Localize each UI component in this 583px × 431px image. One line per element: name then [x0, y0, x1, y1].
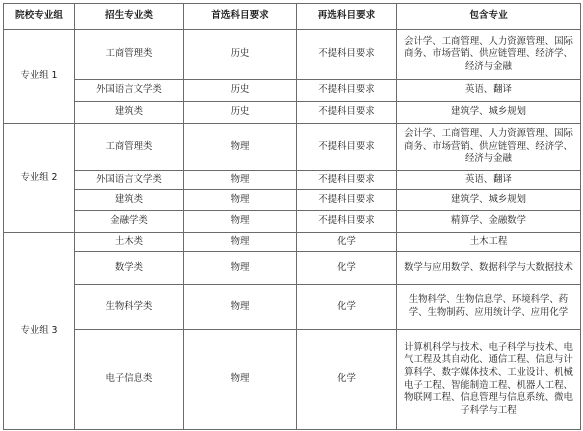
major-cell: 外国语言文学类	[75, 80, 184, 102]
first-subject-cell: 物理	[184, 330, 297, 430]
admission-table	[3, 3, 581, 430]
major-cell: 工商管理类	[75, 30, 184, 80]
header-first-subject: 首选科目要求	[184, 4, 297, 30]
major-cell: 建筑类	[75, 190, 184, 211]
table-row	[4, 190, 581, 211]
included-majors-cell: 土木工程	[397, 233, 581, 252]
header-row	[4, 4, 581, 30]
table-row	[4, 330, 581, 430]
second-subject-cell: 化学	[297, 285, 397, 330]
group-cell: 专业组 2	[4, 124, 75, 233]
major-cell: 工商管理类	[75, 124, 184, 171]
group-cell: 专业组 1	[4, 30, 75, 124]
table-row	[4, 211, 581, 233]
second-subject-cell: 不提科目要求	[297, 171, 397, 190]
header-group: 院校专业组	[4, 4, 75, 30]
header-included-majors: 包含专业	[397, 4, 581, 30]
second-subject-cell: 不提科目要求	[297, 190, 397, 211]
major-cell: 金融学类	[75, 211, 184, 233]
first-subject-cell: 物理	[184, 171, 297, 190]
table-row	[4, 124, 581, 171]
included-majors-cell: 计算机科学与技术、电子科学与技术、电气工程及其自动化、通信工程、信息与计算科学、数字媒体技术、工业设计、机械电子工程、智能制造工程、机器人工程、物联网工程、信息管理与信息系统、微电子科学与工程	[397, 330, 581, 430]
included-majors-cell: 英语、翻译	[397, 80, 581, 102]
table-row	[4, 233, 581, 252]
first-subject-cell: 物理	[184, 211, 297, 233]
second-subject-cell: 不提科目要求	[297, 124, 397, 171]
table-row	[4, 171, 581, 190]
second-subject-cell: 不提科目要求	[297, 80, 397, 102]
included-majors-cell: 数学与应用数学、数据科学与大数据技术	[397, 252, 581, 285]
included-majors-cell: 会计学、工商管理、人力资源管理、国际商务、市场营销、供应链管理、经济学、经济与金融	[397, 124, 581, 171]
included-majors-cell: 建筑学、城乡规划	[397, 102, 581, 124]
first-subject-cell: 物理	[184, 124, 297, 171]
first-subject-cell: 物理	[184, 252, 297, 285]
second-subject-cell: 不提科目要求	[297, 211, 397, 233]
second-subject-cell: 化学	[297, 252, 397, 285]
first-subject-cell: 历史	[184, 30, 297, 80]
table-row	[4, 80, 581, 102]
second-subject-cell: 化学	[297, 330, 397, 430]
major-cell: 生物科学类	[75, 285, 184, 330]
table-row	[4, 30, 581, 80]
second-subject-cell: 不提科目要求	[297, 102, 397, 124]
included-majors-cell: 建筑学、城乡规划	[397, 190, 581, 211]
group-cell: 专业组 3	[4, 233, 75, 430]
table-row	[4, 102, 581, 124]
table-row	[4, 252, 581, 285]
first-subject-cell: 物理	[184, 190, 297, 211]
included-majors-cell: 生物科学、生物信息学、环境科学、药学、生物制药、应用统计学、应用化学	[397, 285, 581, 330]
major-cell: 建筑类	[75, 102, 184, 124]
first-subject-cell: 物理	[184, 233, 297, 252]
second-subject-cell: 不提科目要求	[297, 30, 397, 80]
second-subject-cell: 化学	[297, 233, 397, 252]
first-subject-cell: 历史	[184, 102, 297, 124]
included-majors-cell: 会计学、工商管理、人力资源管理、国际商务、市场营销、供应链管理、经济学、经济与金融	[397, 30, 581, 80]
major-cell: 电子信息类	[75, 330, 184, 430]
first-subject-cell: 历史	[184, 80, 297, 102]
table-row	[4, 285, 581, 330]
header-second-subject: 再选科目要求	[297, 4, 397, 30]
major-cell: 数学类	[75, 252, 184, 285]
included-majors-cell: 精算学、金融数学	[397, 211, 581, 233]
major-cell: 土木类	[75, 233, 184, 252]
included-majors-cell: 英语、翻译	[397, 171, 581, 190]
header-major-category: 招生专业类	[75, 4, 184, 30]
first-subject-cell: 物理	[184, 285, 297, 330]
major-cell: 外国语言文学类	[75, 171, 184, 190]
